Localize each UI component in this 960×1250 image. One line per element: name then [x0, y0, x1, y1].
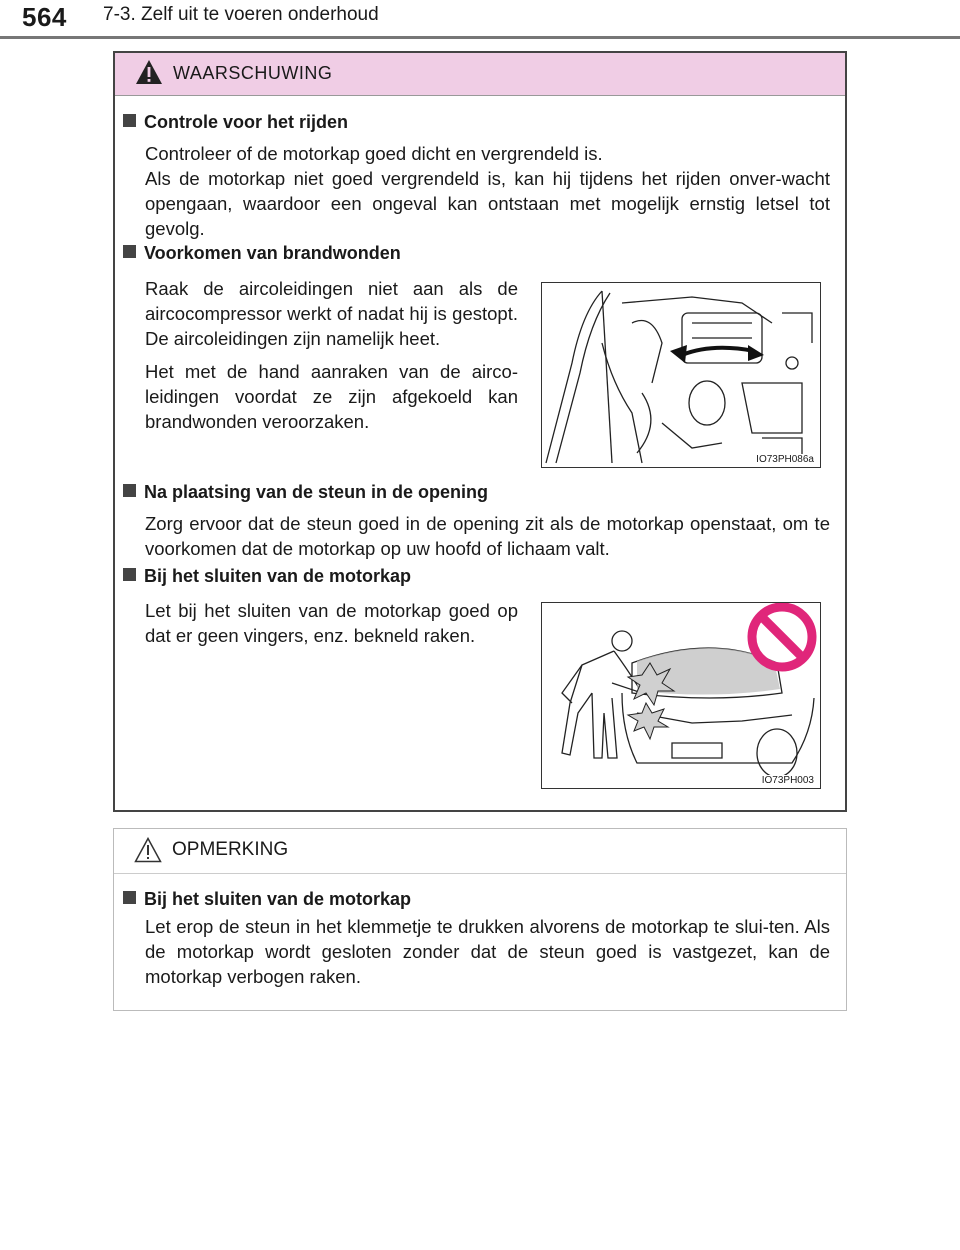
engine-bay-illustration	[541, 282, 821, 468]
closing-hood-drawing	[542, 603, 820, 788]
note-heading-sluiten	[123, 889, 411, 910]
warning-title: WAARSCHUWING	[173, 63, 333, 83]
warning-heading-brandwonden	[123, 243, 401, 264]
paragraph: Zorg ervoor dat de steun goed in de opening zit als de motorkap openstaat, om te voorkomen dat de motorkap op uw hoofd of lichaam valt.	[145, 513, 830, 559]
paragraph: Let erop de steun in het klemmetje te drukken alvorens de motorkap te slui-ten. Als de motorkap wordt gesloten zonder dat de steun goed is vastgezet, kan de motorkap verbogen raken.	[145, 916, 830, 987]
warning-body-sluiten	[145, 598, 518, 648]
warning-triangle-icon	[135, 59, 163, 85]
warning-body-steun	[145, 511, 830, 561]
paragraph: Controleer of de motorkap goed dicht en vergrendeld is.	[145, 143, 603, 164]
header-divider	[0, 36, 960, 39]
closing-hood-illustration	[541, 602, 821, 789]
heading-text: Bij het sluiten van de motorkap	[144, 566, 412, 586]
paragraph: Let bij het sluiten van de motorkap goed op dat er geen vingers, enz. bekneld raken.	[145, 600, 518, 646]
bullet-square-icon	[123, 484, 136, 497]
paragraph: Raak de aircoleidingen niet aan als de aircocompressor werkt of nadat hij is gestopt. De aircoleidingen zijn namelijk heet.	[145, 278, 518, 349]
paragraph: Als de motorkap niet goed vergrendeld is, kan hij tijdens het rijden onver-wacht opengaan, waardoor een ongeval kan ontstaan met mogelijk ernstig letsel tot gevolg.	[145, 168, 830, 239]
heading-text: Controle voor het rijden	[144, 112, 349, 132]
engine-bay-drawing	[542, 283, 820, 467]
heading-text: Voorkomen van brandwonden	[144, 243, 401, 263]
page-number: 564	[22, 2, 67, 32]
note-header	[114, 829, 846, 874]
warning-heading-controle	[123, 112, 348, 133]
paragraph: Het met de hand aanraken van de airco-leidingen voordat ze zijn afgekoeld kan brandwonden veroorzaken.	[145, 361, 518, 432]
warning-body-controle	[145, 141, 830, 241]
prohibition-icon	[752, 607, 812, 667]
warning-heading-sluiten	[123, 566, 411, 587]
heading-text: Na plaatsing van de steun in de opening	[144, 482, 489, 502]
heading-text: Bij het sluiten van de motorkap	[144, 889, 412, 909]
note-body-sluiten	[145, 914, 830, 989]
warning-body-brandwonden	[145, 276, 518, 434]
bullet-square-icon	[123, 568, 136, 581]
image-code: IO73PH003	[761, 775, 814, 786]
bullet-square-icon	[123, 114, 136, 127]
caution-triangle-icon	[134, 837, 162, 863]
warning-header	[115, 53, 845, 96]
note-title: OPMERKING	[172, 839, 289, 860]
image-code: IO73PH086a	[756, 454, 814, 465]
bullet-square-icon	[123, 891, 136, 904]
bullet-square-icon	[123, 245, 136, 258]
section-title: 7-3. Zelf uit te voeren onderhoud	[103, 4, 379, 25]
warning-heading-steun	[123, 482, 488, 503]
